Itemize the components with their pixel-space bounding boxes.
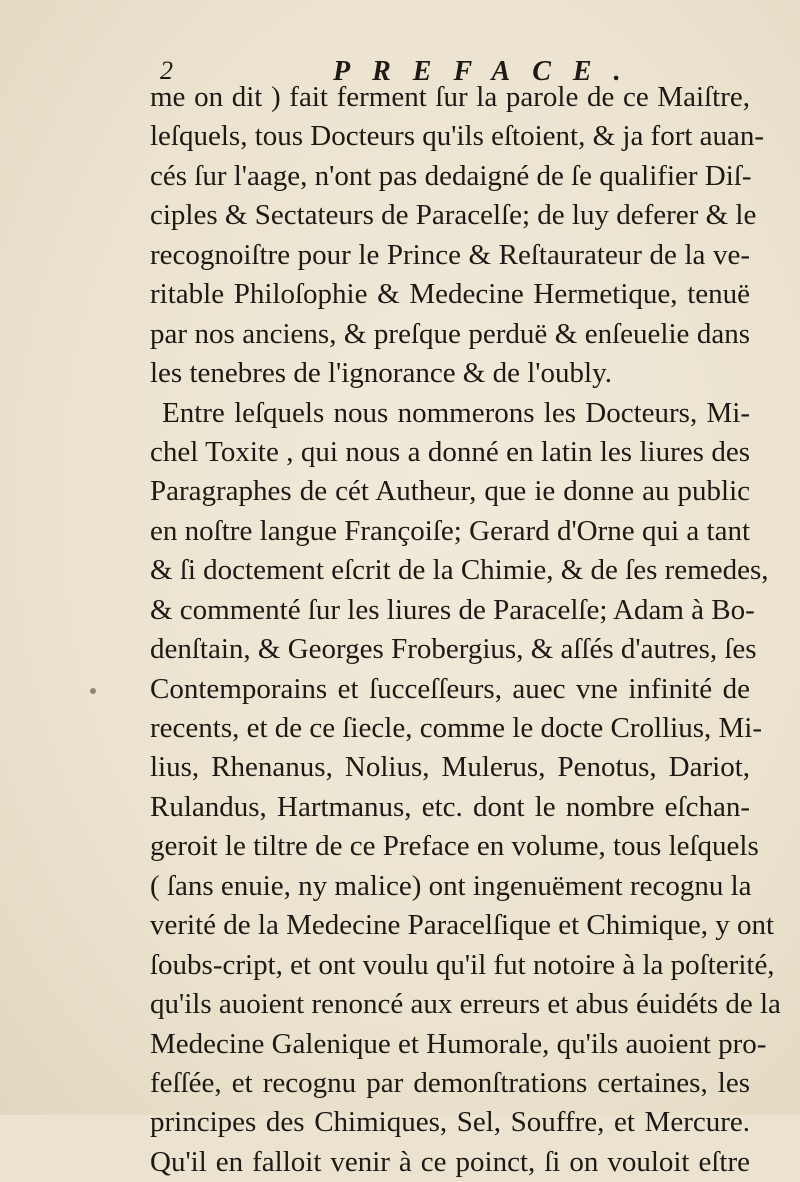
text-line: me on dit ) fait ferment ſur la parole de ce Maiſtre, xyxy=(150,81,750,113)
text-line: ciples & Sectateurs de Paracelſe; de luy deferer & le xyxy=(150,199,757,232)
text-line: en noſtre langue Françoiſe; Gerard d'Orne qui a tant xyxy=(150,514,750,547)
text-line: Entre leſquels nous nommerons les Docteurs, Mi- xyxy=(162,396,750,429)
text-line: chel Toxite , qui nous a donné en latin les liures des xyxy=(150,435,750,468)
text-line: ſoubs-cript, et ont voulu qu'il fut notoire à la poſterité, xyxy=(150,948,775,981)
text-line: Contemporains et ſucceſſeurs, auec vne infinité de xyxy=(150,672,750,705)
text-line: Paragraphes de cét Autheur, que ie donne au public xyxy=(150,475,750,508)
text-line: les tenebres de l'ignorance & de l'oubly. xyxy=(150,357,612,390)
text-line: par nos anciens, & preſque perduë & enſeuelie dans xyxy=(150,317,750,350)
text-line: verité de la Medecine Paracelſique et Chimique, y ont xyxy=(150,909,775,942)
text-line: Rulandus, Hartmanus, etc. dont le nombre eſchan- xyxy=(150,790,750,823)
text-line: & commenté ſur les liures de Paracelſe; Adam à Bo- xyxy=(150,593,755,626)
running-head: PREFACE. xyxy=(333,56,643,87)
page-number: 2 xyxy=(160,56,173,85)
body-text xyxy=(150,78,781,1182)
paper-speck xyxy=(90,688,96,694)
text-line: geroit le tiltre de ce Preface en volume, tous leſquels xyxy=(150,830,759,863)
text-line: Qu'il en falloit venir à ce poinct, ſi on vouloit eſtre xyxy=(150,1145,750,1178)
text-line: Medecine Galenique et Humorale, qu'ils auoient pro- xyxy=(150,1027,767,1060)
text-line: principes des Chimiques, Sel, Souffre, et Mercure. xyxy=(150,1106,750,1139)
text-line: recognoiſtre pour le Prince & Reſtaurateur de la ve- xyxy=(150,238,750,271)
text-line: recents, et de ce ſiecle, comme le docte Crollius, Mi- xyxy=(150,712,762,744)
text-line: leſquels, tous Docteurs qu'ils eſtoient, & ja fort auan- xyxy=(150,120,765,153)
text-line: denſtain, & Georges Frobergius, & aſſés d'autres, ſes xyxy=(150,633,757,666)
text-line: & ſi doctement eſcrit de la Chimie, & de ſes remedes, xyxy=(150,554,769,587)
text-line: lius, Rhenanus, Nolius, Mulerus, Penotus, Dariot, xyxy=(150,751,750,784)
text-line: feſſée, et recognu par demonſtrations certaines, les xyxy=(150,1066,750,1099)
text-line: ( ſans enuie, ny malice) ont ingenuëment recognu la xyxy=(150,869,752,902)
text-line: ritable Philoſophie & Medecine Hermetique, tenuë xyxy=(150,278,750,311)
text-line: qu'ils auoient renoncé aux erreurs et abus éuidéts de la xyxy=(150,988,781,1021)
text-line: cés ſur l'aage, n'ont pas dedaigné de ſe qualifier Diſ- xyxy=(150,159,752,192)
